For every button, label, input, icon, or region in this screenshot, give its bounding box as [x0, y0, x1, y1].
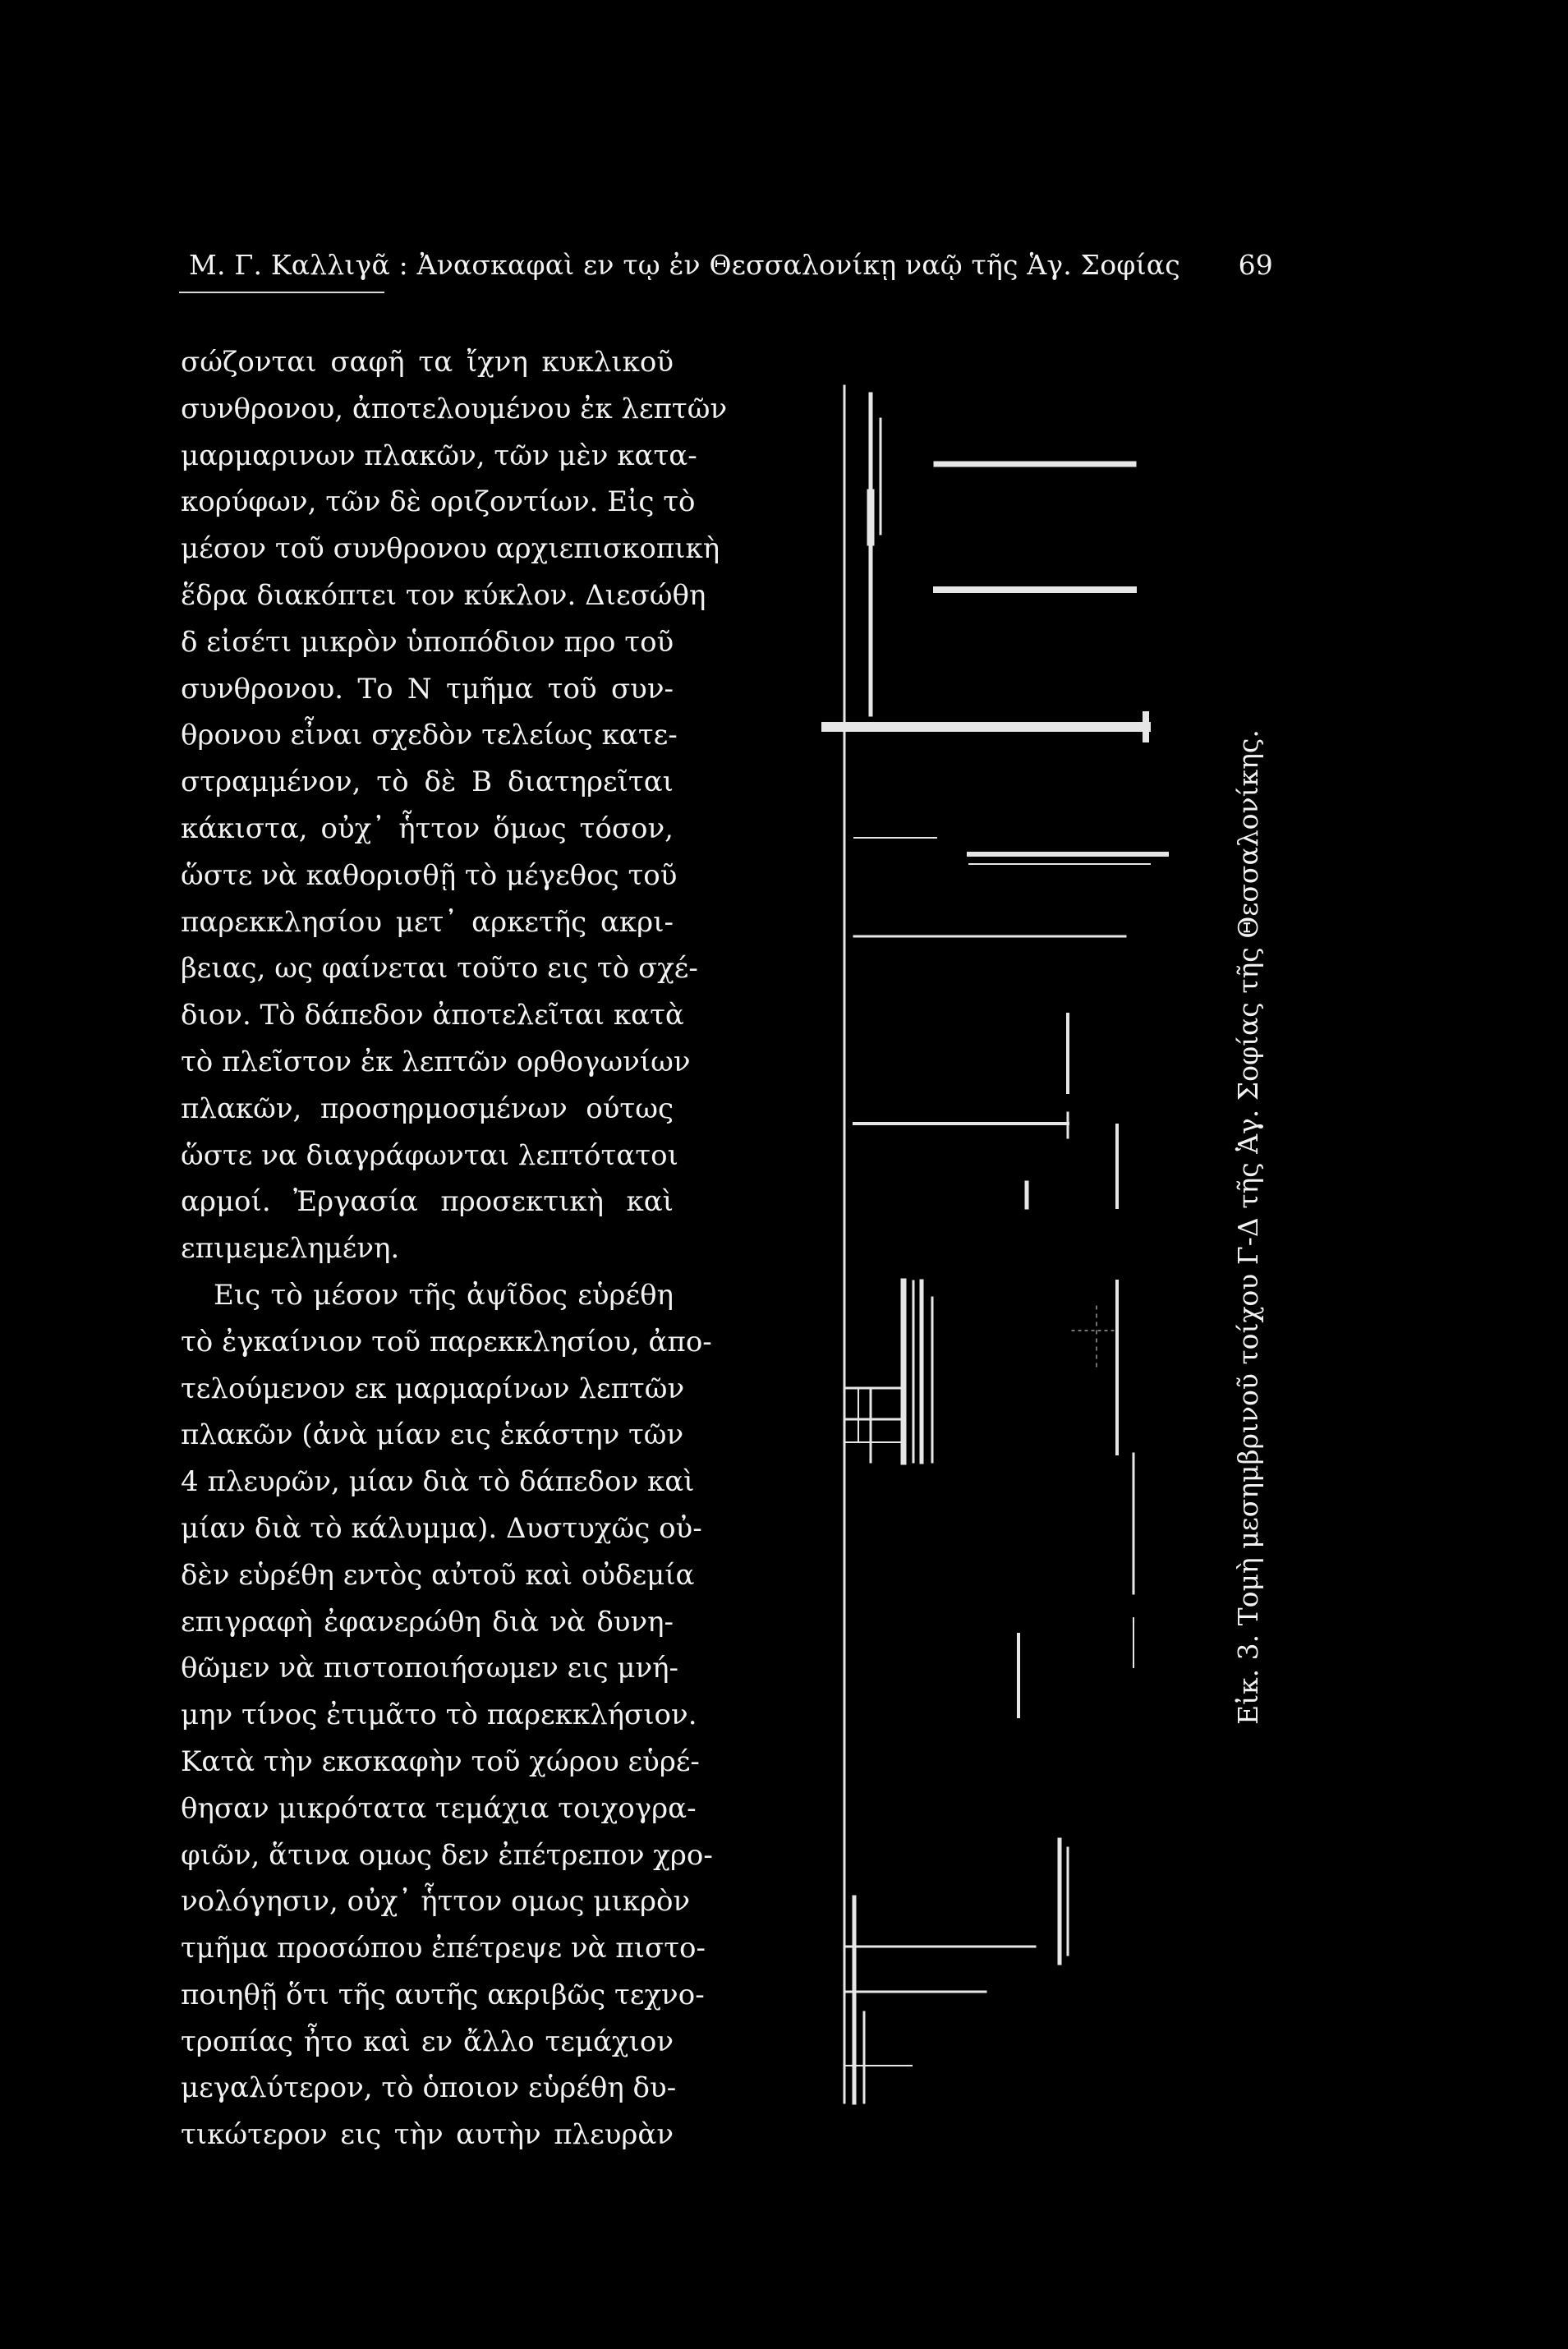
text-line: παρεκκλησίου μετ᾽ αρκετῆς ακρι-: [181, 905, 674, 939]
text-line: ὥστε νὰ καθορισθῇ τὸ μέγεθος τοῦ: [181, 858, 678, 892]
header-rule: [179, 292, 384, 293]
text-line: Κατὰ τὴν εκσκαφὴν τοῦ χώρου εὑρέ-: [181, 1745, 700, 1778]
text-line: τὸ πλεῖστον ἐκ λεπτῶν ορθογωνίων: [181, 1045, 691, 1078]
text-line: σώζονται σαφῆ τα ἴχνη κυκλικοῦ: [181, 346, 674, 379]
text-line: ἕδρα διακόπτει τον κύκλον. Διεσώθη: [181, 578, 706, 612]
text-line: κορύφων, τῶν δὲ οριζοντίων. Εἰς τὸ: [181, 485, 696, 519]
text-line: θησαν μικρότατα τεμάχια τοιχογρα-: [181, 1791, 697, 1825]
page-number: 69: [1238, 249, 1273, 281]
text-line: μέσον τοῦ συνθρονου αρχιεπισκοπικὴ: [181, 532, 720, 566]
figure-caption-container: [1224, 729, 1273, 1725]
running-header-title: Μ. Γ. Καλλιγᾶ : Ἀνασκαφαὶ εν τῳ ἐν Θεσσαλονίκῃ ναῷ τῆς Ἁγ. Σοφίας: [189, 249, 1180, 281]
section-drawing-svg: [821, 370, 1175, 2111]
text-line: θρονου εἶναι σχεδὸν τελείως κατε-: [181, 719, 678, 752]
text-line: θῶμεν νὰ πιστοποιήσωμεν εις μνή-: [181, 1652, 679, 1685]
text-line: συνθρονου, ἀποτελουμένου ἐκ λεπτῶν: [181, 392, 728, 425]
text-line: φιῶν, ἅτινα ομως δεν ἐπέτρεπον χρο-: [181, 1838, 713, 1872]
text-line: τὸ ἐγκαίνιον τοῦ παρεκκλησίου, ἀπο-: [181, 1325, 712, 1358]
text-line: δὲν εὑρέθη εντὸς αὐτοῦ καὶ οὐδεμία: [181, 1558, 695, 1592]
text-line: τελούμενον εκ μαρμαρίνων λεπτῶν: [181, 1372, 685, 1405]
text-line: πλακῶν (ἀνὰ μίαν εις ἑκάστην τῶν: [181, 1418, 684, 1452]
text-line: μίαν διὰ τὸ κάλυμμα). Δυστυχῶς οὐ-: [181, 1511, 702, 1545]
text-line: δ εἰσέτι μικρὸν ὑποπόδιον προ τοῦ: [181, 625, 674, 659]
running-header: [189, 246, 1273, 284]
text-line: αρμοί. Ἐργασία προσεκτικὴ καὶ: [181, 1185, 674, 1219]
text-line: ποιηθῇ ὅτι τῆς αυτῆς ακριβῶς τεχνο-: [181, 1978, 705, 2011]
body-text-column: [181, 339, 728, 2158]
text-line: μην τίνος ἐτιμᾶτο τὸ παρεκκλήσιον.: [181, 1699, 697, 1732]
text-line: επιγραφὴ ἐφανερώθη διὰ νὰ δυνη-: [181, 1605, 674, 1639]
text-line: συνθρονου. Το Ν τμῆμα τοῦ συν-: [181, 672, 674, 706]
text-line: κάκιστα, οὐχ᾽ ἧττον ὅμως τόσον,: [181, 811, 674, 845]
text-line: νολόγησιν, οὐχ᾽ ἧττον ομως μικρὸν: [181, 1885, 691, 1919]
text-line: στραμμένον, τὸ δὲ Β διατηρεῖται: [181, 765, 674, 799]
figure-caption: Εἰκ. 3. Τομὴ μεσημβρινοῦ τοίχου Γ-Δ τῆς Ἁγ. Σοφίας τῆς Θεσσαλονίκης.: [1232, 729, 1264, 1725]
text-line: 4 πλευρῶν, μίαν διὰ τὸ δάπεδον καὶ: [181, 1465, 695, 1499]
text-line-paragraph-start: Εις τὸ μέσον τῆς ἀψῖδος εὑρέθη: [214, 1278, 674, 1312]
wall-section-drawing: [821, 370, 1175, 2111]
text-line-paragraph-end: επιμεμελημένη.: [181, 1232, 400, 1266]
text-line: τροπίας ἦτο καὶ εν ἄλλο τεμάχιον: [181, 2025, 674, 2058]
text-line: μαρμαρινων πλακῶν, τῶν μὲν κατα-: [181, 439, 697, 472]
text-line: πλακῶν, προσηρμοσμένων ούτως: [181, 1092, 674, 1125]
text-line: διον. Τὸ δάπεδον ἀποτελεῖται κατὰ: [181, 999, 684, 1032]
text-line: τμῆμα προσώπου ἐπέτρεψε νὰ πιστο-: [181, 1932, 706, 1965]
text-line: ὥστε να διαγράφωνται λεπτότατοι: [181, 1138, 678, 1172]
text-line: μεγαλύτερον, τὸ ὁποιον εὑρέθη δυ-: [181, 2071, 677, 2105]
text-line: τικώτερον εις τὴν αυτὴν πλευρὰν: [181, 2118, 674, 2152]
text-line: βειας, ως φαίνεται τοῦτο εις τὸ σχέ-: [181, 952, 698, 986]
